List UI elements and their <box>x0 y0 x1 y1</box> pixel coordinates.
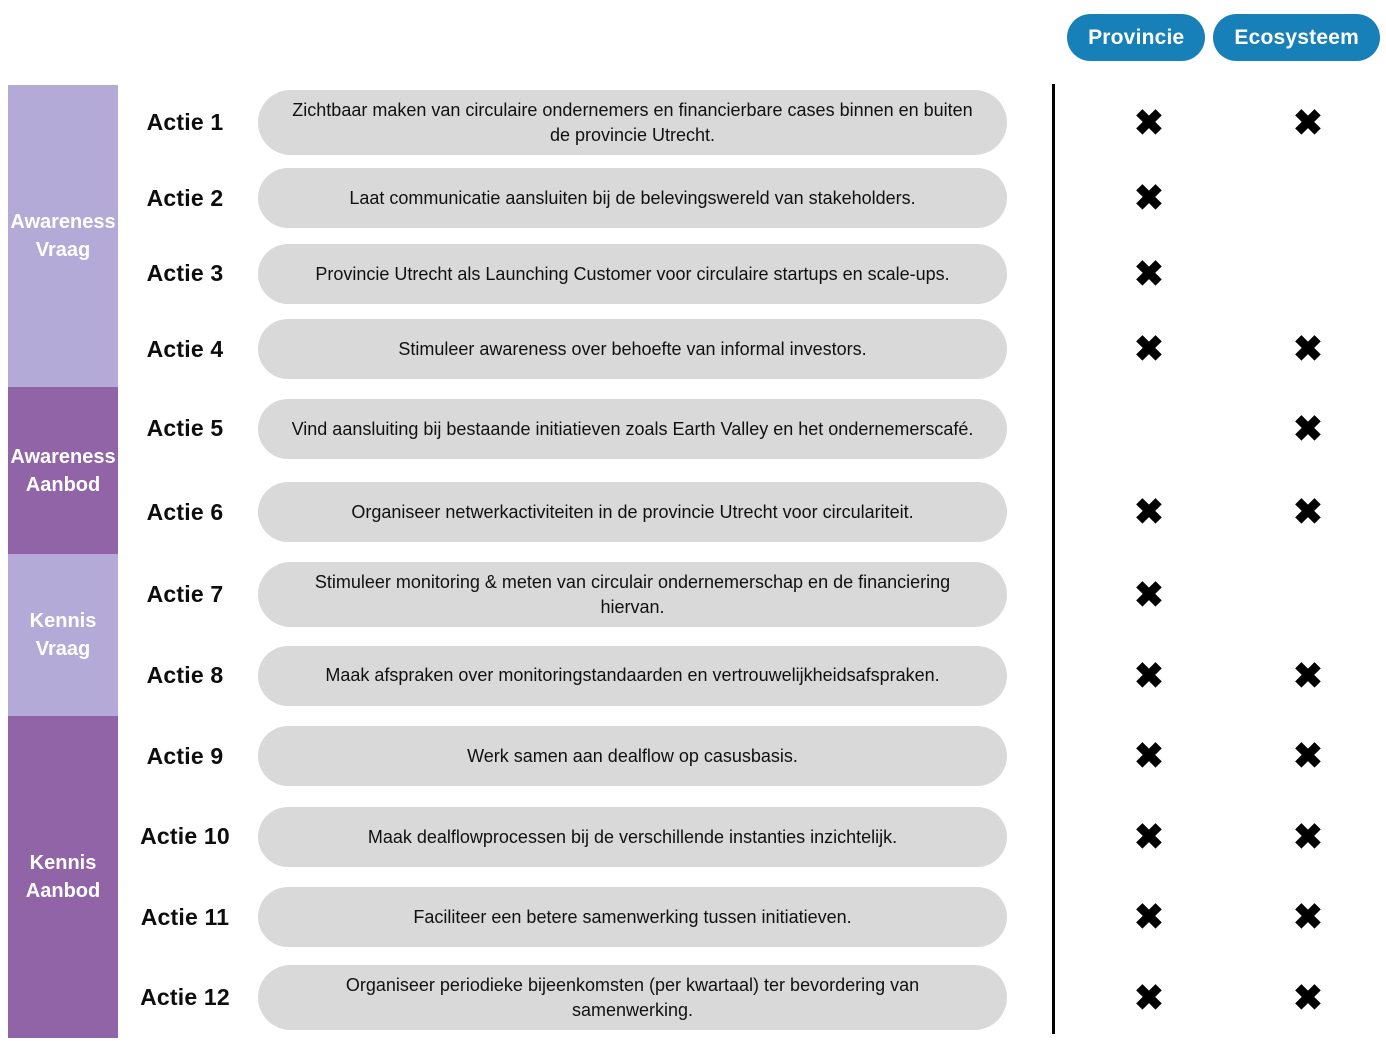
action-row-11 <box>118 877 1380 958</box>
category-sidebar <box>8 85 118 1038</box>
action-pill: Organiseer netwerkactiviteiten in de provincie Utrecht voor circulariteit. <box>258 482 1007 542</box>
row-spacer <box>1012 387 1062 471</box>
action-label: Actie 3 <box>146 260 224 287</box>
action-row-10 <box>118 797 1380 878</box>
action-label: Actie 5 <box>146 415 224 442</box>
action-row-9 <box>118 716 1380 797</box>
provincie-x-mark: ✖ <box>1133 101 1165 143</box>
action-pill: Organiseer periodieke bijeenkomsten (per kwartaal) ter bevordering van samenwerking. <box>258 965 1007 1030</box>
action-pill: Maak dealflowprocessen bij de verschillende instanties inzichtelijk. <box>258 807 1007 867</box>
action-pill: Stimuleer monitoring & meten van circulair ondernemerschap en de financiering hiervan. <box>258 562 1007 627</box>
action-label: Actie 4 <box>146 335 224 362</box>
provincie-x-mark: ✖ <box>1133 654 1165 696</box>
action-pill: Faciliteer een betere samenwerking tussen initiatieven. <box>258 887 1007 947</box>
action-label: Actie 11 <box>140 903 230 930</box>
row-spacer <box>1012 85 1062 161</box>
column-header-provincie: Provincie <box>1067 14 1205 61</box>
column-header-ecosysteem: Ecosysteem <box>1213 14 1380 61</box>
column-headers <box>1067 14 1380 61</box>
category-awareness-aanbod: Awareness Aanbod <box>8 387 118 554</box>
action-label: Actie 1 <box>146 109 224 136</box>
provincie-x-mark: ✖ <box>1133 252 1165 294</box>
action-row-12 <box>118 958 1380 1039</box>
provincie-x-mark: ✖ <box>1133 896 1165 938</box>
action-label: Actie 10 <box>140 823 230 850</box>
action-pill: Provincie Utrecht als Launching Customer voor circulaire startups en scale-ups. <box>258 244 1007 304</box>
row-spacer <box>1012 161 1062 237</box>
row-spacer <box>1012 471 1062 555</box>
action-row-1 <box>118 85 1380 161</box>
action-pill: Vind aansluiting bij bestaande initiatieven zoals Earth Valley en het ondernemerscafé. <box>258 399 1007 459</box>
action-pill: Laat communicatie aansluiten bij de belevingswereld van stakeholders. <box>258 168 1007 228</box>
ecosysteem-x-mark: ✖ <box>1292 654 1324 696</box>
ecosysteem-x-mark: ✖ <box>1292 407 1324 449</box>
action-row-8 <box>118 635 1380 716</box>
provincie-x-mark: ✖ <box>1133 491 1165 533</box>
action-label: Actie 2 <box>146 184 224 211</box>
action-pill: Zichtbaar maken van circulaire ondernemers en financierbare cases binnen en buiten de provincie Utrecht. <box>258 90 1007 155</box>
row-spacer <box>1012 635 1062 716</box>
action-label: Actie 7 <box>146 581 224 607</box>
row-spacer <box>1012 312 1062 388</box>
category-awareness-vraag: Awareness Vraag <box>8 85 118 387</box>
action-label: Actie 12 <box>140 984 230 1011</box>
category-kennis-vraag: Kennis Vraag <box>8 554 118 716</box>
row-spacer <box>1012 236 1062 312</box>
provincie-x-mark: ✖ <box>1133 328 1165 370</box>
provincie-x-mark: ✖ <box>1133 976 1165 1018</box>
row-spacer <box>1012 716 1062 797</box>
action-row-2 <box>118 161 1380 237</box>
action-pill: Werk samen aan dealflow op casusbasis. <box>258 726 1007 786</box>
ecosysteem-x-mark: ✖ <box>1292 896 1324 938</box>
ecosysteem-x-mark: ✖ <box>1292 491 1324 533</box>
ecosysteem-x-mark: ✖ <box>1292 101 1324 143</box>
row-spacer <box>1012 877 1062 958</box>
row-spacer <box>1012 554 1062 635</box>
ecosysteem-x-mark: ✖ <box>1292 815 1324 857</box>
action-row-4 <box>118 312 1380 388</box>
row-spacer <box>1012 958 1062 1039</box>
action-pill: Maak afspraken over monitoringstandaarden en vertrouwelijkheidsafspraken. <box>258 646 1007 706</box>
ecosysteem-x-mark: ✖ <box>1292 328 1324 370</box>
provincie-x-mark: ✖ <box>1133 573 1165 615</box>
category-kennis-aanbod: Kennis Aanbod <box>8 716 118 1038</box>
action-row-5 <box>118 387 1380 471</box>
action-row-6 <box>118 471 1380 555</box>
ecosysteem-x-mark: ✖ <box>1292 976 1324 1018</box>
action-row-3 <box>118 236 1380 312</box>
provincie-x-mark: ✖ <box>1133 815 1165 857</box>
provincie-x-mark: ✖ <box>1133 177 1165 219</box>
action-label: Actie 8 <box>146 662 224 688</box>
provincie-x-mark: ✖ <box>1133 735 1165 777</box>
row-spacer <box>1012 797 1062 878</box>
action-rows <box>118 85 1380 1038</box>
ecosysteem-x-mark: ✖ <box>1292 735 1324 777</box>
action-pill: Stimuleer awareness over behoefte van informal investors. <box>258 319 1007 379</box>
action-label: Actie 9 <box>146 742 224 769</box>
action-row-7 <box>118 554 1380 635</box>
action-label: Actie 6 <box>146 498 224 525</box>
